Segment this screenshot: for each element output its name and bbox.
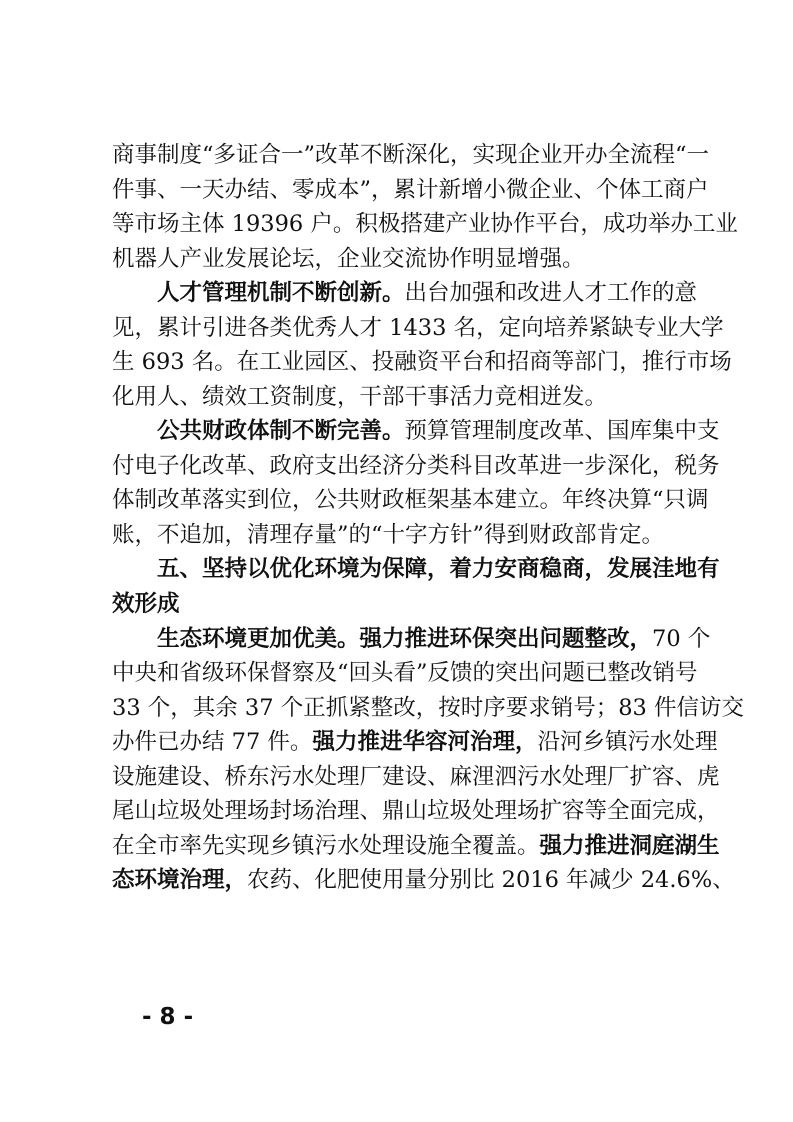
section-heading: 五、坚持以优化环境为保障，着力安商稳商，发展洼地有 <box>157 556 720 582</box>
paragraph-text: 办件已办结 77 件。 <box>112 729 313 755</box>
paragraph-lead: 强力推进华容河治理， <box>312 729 538 755</box>
paragraph-lead: 生态环境更加优美。 <box>157 626 360 652</box>
paragraph-line: 化用人、绩效工资制度，干部干事活力竞相迸发。 <box>112 384 608 410</box>
paragraph-line: 机器人产业发展论坛，企业交流协作明显增强。 <box>112 246 585 272</box>
paragraph-text: 在全市率先实现乡镇污水处理设施全覆盖。 <box>112 833 540 859</box>
paragraph-text: 70 个 <box>652 626 711 652</box>
paragraph-text: 沿河乡镇污水处理 <box>537 729 718 755</box>
paragraph-line: 商事制度“多证合一”改革不断深化，实现企业开办全流程“一 <box>112 142 710 168</box>
paragraph-line: 付电子化改革、政府支出经济分类科目改革进一步深化，税务 <box>112 453 720 479</box>
paragraph-line: 见，累计引进各类优秀人才 1433 名，定向培养紧缺专业大学 <box>112 315 724 341</box>
page-number: - 8 - <box>142 1004 194 1030</box>
paragraph-lead: 态环境治理， <box>112 867 248 893</box>
paragraph-lead: 公共财政体制不断完善。 <box>157 418 405 444</box>
paragraph-line: 生 693 名。在工业园区、投融资平台和招商等部门，推行市场 <box>112 349 732 375</box>
paragraph-lead: 强力推进环保突出问题整改， <box>359 626 653 652</box>
paragraph-line: 33 个，其余 37 个正抓紧整改，按时序要求销号；83 件信访交 <box>112 695 745 721</box>
paragraph-line: 件事、一天办结、零成本”，累计新增小微企业、个体工商户 <box>112 177 709 203</box>
paragraph-text: 出台加强和改进人才工作的意 <box>404 280 698 306</box>
paragraph-line: 中央和省级环保督察及“回头看”反馈的突出问题已整改销号 <box>112 660 698 686</box>
paragraph-line: 等市场主体 19396 户。积极搭建产业协作平台，成功举办工业 <box>112 211 738 237</box>
paragraph-line <box>112 865 735 895</box>
paragraph-line: 尾山垃圾处理场封场治理、鼎山垃圾处理场扩容等全面完成， <box>112 798 720 824</box>
paragraph-lead: 人才管理机制不断创新。 <box>157 280 405 306</box>
paragraph-line <box>112 727 718 757</box>
paragraph-line <box>157 416 720 446</box>
paragraph-text: 农药、化肥使用量分别比 2016 年减少 24.6%、 <box>247 867 735 893</box>
paragraph-line <box>112 831 720 861</box>
paragraph-line: 体制改革落实到位，公共财政框架基本建立。年终决算“只调 <box>112 487 709 513</box>
paragraph-line: 设施建设、桥东污水处理厂建设、麻浬泗污水处理厂扩容、虎 <box>112 764 720 790</box>
paragraph-line <box>157 278 698 308</box>
paragraph-text: 预算管理制度改革、国库集中支 <box>404 418 720 444</box>
section-heading: 效形成 <box>112 591 180 617</box>
paragraph-lead: 强力推进洞庭湖生 <box>539 833 720 859</box>
paragraph-line <box>157 624 711 654</box>
paragraph-line: 账，不追加，清理存量”的“十字方针”得到财政部肯定。 <box>112 522 665 548</box>
